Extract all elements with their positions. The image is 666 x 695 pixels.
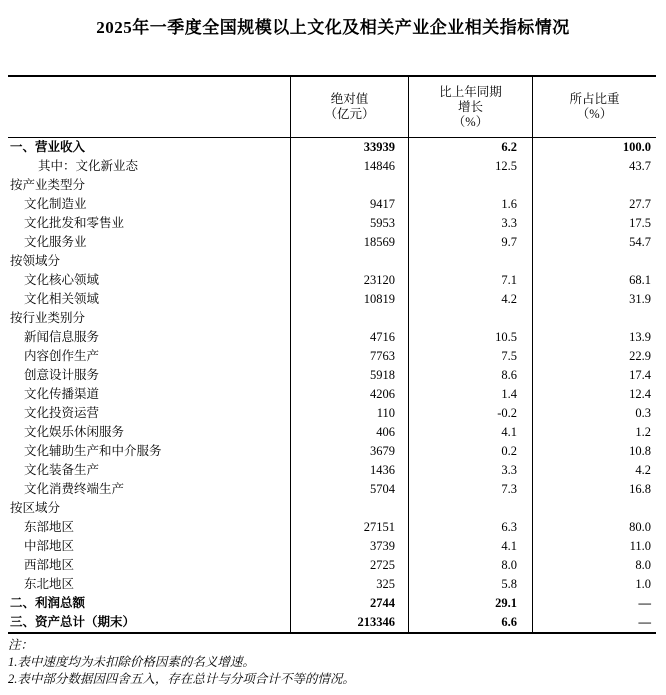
row-growth-cell: 1.6 [408,195,532,214]
row-growth-cell: 6.3 [408,518,532,537]
table-row [8,347,656,366]
row-share-cell: — [532,613,656,632]
row-absolute-value-cell: 4716 [290,328,408,347]
footnote-heading: 注： [8,638,34,652]
row-growth-cell: 12.5 [408,157,532,176]
footnotes [8,637,355,688]
row-label-cell: 文化服务业 [24,235,87,249]
footnote-item: 1.表中速度均为未扣除价格因素的名义增速。 [8,655,255,669]
header-absolute-value-cell [290,77,408,137]
row-share-cell: 12.4 [532,385,656,404]
table-row [8,138,656,157]
header-line: （亿元） [324,107,375,121]
row-growth-cell: 9.7 [408,233,532,252]
row-growth-cell: 8.6 [408,366,532,385]
header-indicator-cell [8,77,290,137]
row-growth-cell: 3.3 [408,214,532,233]
row-absolute-value-cell [290,176,408,195]
row-share-cell: 54.7 [532,233,656,252]
row-growth-cell: 0.2 [408,442,532,461]
indicators-table [8,75,656,634]
row-share-cell: 0.3 [532,404,656,423]
row-label-cell: 东北地区 [24,577,75,591]
header-line: （%） [452,114,489,129]
row-absolute-value-cell [290,499,408,518]
row-label-cell: 文化投资运营 [24,406,100,420]
row-absolute-value-cell: 33939 [290,138,408,157]
row-label-cell: 文化装备生产 [24,463,100,477]
row-label-cell: 文化相关领域 [24,292,100,306]
row-growth-cell [408,309,532,328]
row-label-cell: 文化娱乐休闲服务 [24,425,125,439]
row-label-cell: 文化辅助生产和中介服务 [24,444,162,458]
row-share-cell: 17.4 [532,366,656,385]
row-label-cell: 三、资产总计（期末） [10,615,136,629]
row-growth-cell: 4.1 [408,423,532,442]
row-share-cell: 1.2 [532,423,656,442]
table-row [8,309,656,328]
row-share-cell: 31.9 [532,290,656,309]
table-row [8,594,656,613]
row-label-cell: 内容创作生产 [24,349,100,363]
row-absolute-value-cell: 5953 [290,214,408,233]
table-row [8,214,656,233]
page-title: 2025年一季度全国规模以上文化及相关产业企业相关指标情况 [96,18,570,37]
row-label-cell: 文化传播渠道 [24,387,100,401]
row-growth-cell [408,499,532,518]
row-growth-cell: -0.2 [408,404,532,423]
row-label-cell: 西部地区 [24,558,75,572]
row-label-cell: 按领域分 [10,254,61,268]
table-row [8,442,656,461]
table-row [8,233,656,252]
row-label-cell: 其中：文化新业态 [38,159,139,173]
row-share-cell: 4.2 [532,461,656,480]
footnote-item: 2.表中部分数据因四舍五入，存在总计与分项合计不等的情况。 [8,672,355,686]
row-label-cell: 文化批发和零售业 [24,216,125,230]
row-absolute-value-cell: 325 [290,575,408,594]
row-label-cell: 按区域分 [10,501,61,515]
row-share-cell: 68.1 [532,271,656,290]
row-share-cell: 27.7 [532,195,656,214]
row-growth-cell: 3.3 [408,461,532,480]
row-share-cell [532,252,656,271]
row-absolute-value-cell: 5704 [290,480,408,499]
table-row [8,328,656,347]
row-absolute-value-cell: 2744 [290,594,408,613]
row-growth-cell: 6.6 [408,613,532,632]
table-row [8,252,656,271]
row-label-cell: 文化消费终端生产 [24,482,125,496]
row-absolute-value-cell: 7763 [290,347,408,366]
row-label-cell: 中部地区 [24,539,75,553]
row-growth-cell [408,252,532,271]
row-share-cell: — [532,594,656,613]
table-row [8,176,656,195]
row-absolute-value-cell: 3679 [290,442,408,461]
row-absolute-value-cell: 27151 [290,518,408,537]
table-row [8,366,656,385]
table-row [8,404,656,423]
row-growth-cell: 10.5 [408,328,532,347]
header-share-cell [532,77,656,137]
header-line: 绝对值 [330,92,369,106]
header-yoy-growth-cell [408,77,532,137]
table-body [8,138,656,632]
row-share-cell: 43.7 [532,157,656,176]
row-absolute-value-cell [290,252,408,271]
row-absolute-value-cell: 110 [290,404,408,423]
row-absolute-value-cell: 1436 [290,461,408,480]
row-label-cell: 一、营业收入 [10,140,86,154]
row-share-cell: 100.0 [532,138,656,157]
row-growth-cell: 1.4 [408,385,532,404]
header-line: 比上年同期 [439,84,502,99]
row-label-cell: 东部地区 [24,520,75,534]
row-growth-cell: 29.1 [408,594,532,613]
row-absolute-value-cell: 14846 [290,157,408,176]
row-absolute-value-cell: 18569 [290,233,408,252]
table-row [8,537,656,556]
row-share-cell: 8.0 [532,556,656,575]
row-label-cell: 新闻信息服务 [24,330,100,344]
row-share-cell: 16.8 [532,480,656,499]
table-row [8,499,656,518]
row-absolute-value-cell: 2725 [290,556,408,575]
table-row [8,271,656,290]
row-label-cell: 二、利润总额 [10,596,86,610]
row-absolute-value-cell: 9417 [290,195,408,214]
row-share-cell: 17.5 [532,214,656,233]
header-line: 所占比重 [569,92,620,106]
table-row [8,575,656,594]
row-label-cell: 按行业类别分 [10,311,86,325]
table-row [8,613,656,632]
table-row [8,385,656,404]
header-line: 增长 [457,99,483,114]
row-share-cell: 22.9 [532,347,656,366]
row-label-cell: 创意设计服务 [24,368,100,382]
table-row [8,290,656,309]
row-absolute-value-cell: 10819 [290,290,408,309]
table-row [8,518,656,537]
header-line: （%） [576,107,613,121]
table-header-row [8,77,656,138]
row-growth-cell: 4.2 [408,290,532,309]
row-share-cell: 11.0 [532,537,656,556]
row-absolute-value-cell: 5918 [290,366,408,385]
table-row [8,461,656,480]
row-share-cell: 80.0 [532,518,656,537]
row-growth-cell [408,176,532,195]
table-row [8,423,656,442]
table-row [8,157,656,176]
row-label-cell: 文化核心领域 [24,273,100,287]
row-growth-cell: 8.0 [408,556,532,575]
row-absolute-value-cell: 4206 [290,385,408,404]
row-absolute-value-cell: 3739 [290,537,408,556]
row-absolute-value-cell: 213346 [290,613,408,632]
row-label-cell: 文化制造业 [24,197,87,211]
row-share-cell [532,176,656,195]
row-share-cell: 1.0 [532,575,656,594]
table-row [8,195,656,214]
row-growth-cell: 7.1 [408,271,532,290]
row-share-cell [532,499,656,518]
table-row [8,556,656,575]
row-label-cell: 按产业类型分 [10,178,86,192]
row-growth-cell: 7.3 [408,480,532,499]
row-absolute-value-cell: 23120 [290,271,408,290]
row-growth-cell: 5.8 [408,575,532,594]
row-absolute-value-cell [290,309,408,328]
row-growth-cell: 4.1 [408,537,532,556]
row-share-cell: 10.8 [532,442,656,461]
table-row [8,480,656,499]
row-share-cell [532,309,656,328]
row-share-cell: 13.9 [532,328,656,347]
row-absolute-value-cell: 406 [290,423,408,442]
row-growth-cell: 7.5 [408,347,532,366]
row-growth-cell: 6.2 [408,138,532,157]
